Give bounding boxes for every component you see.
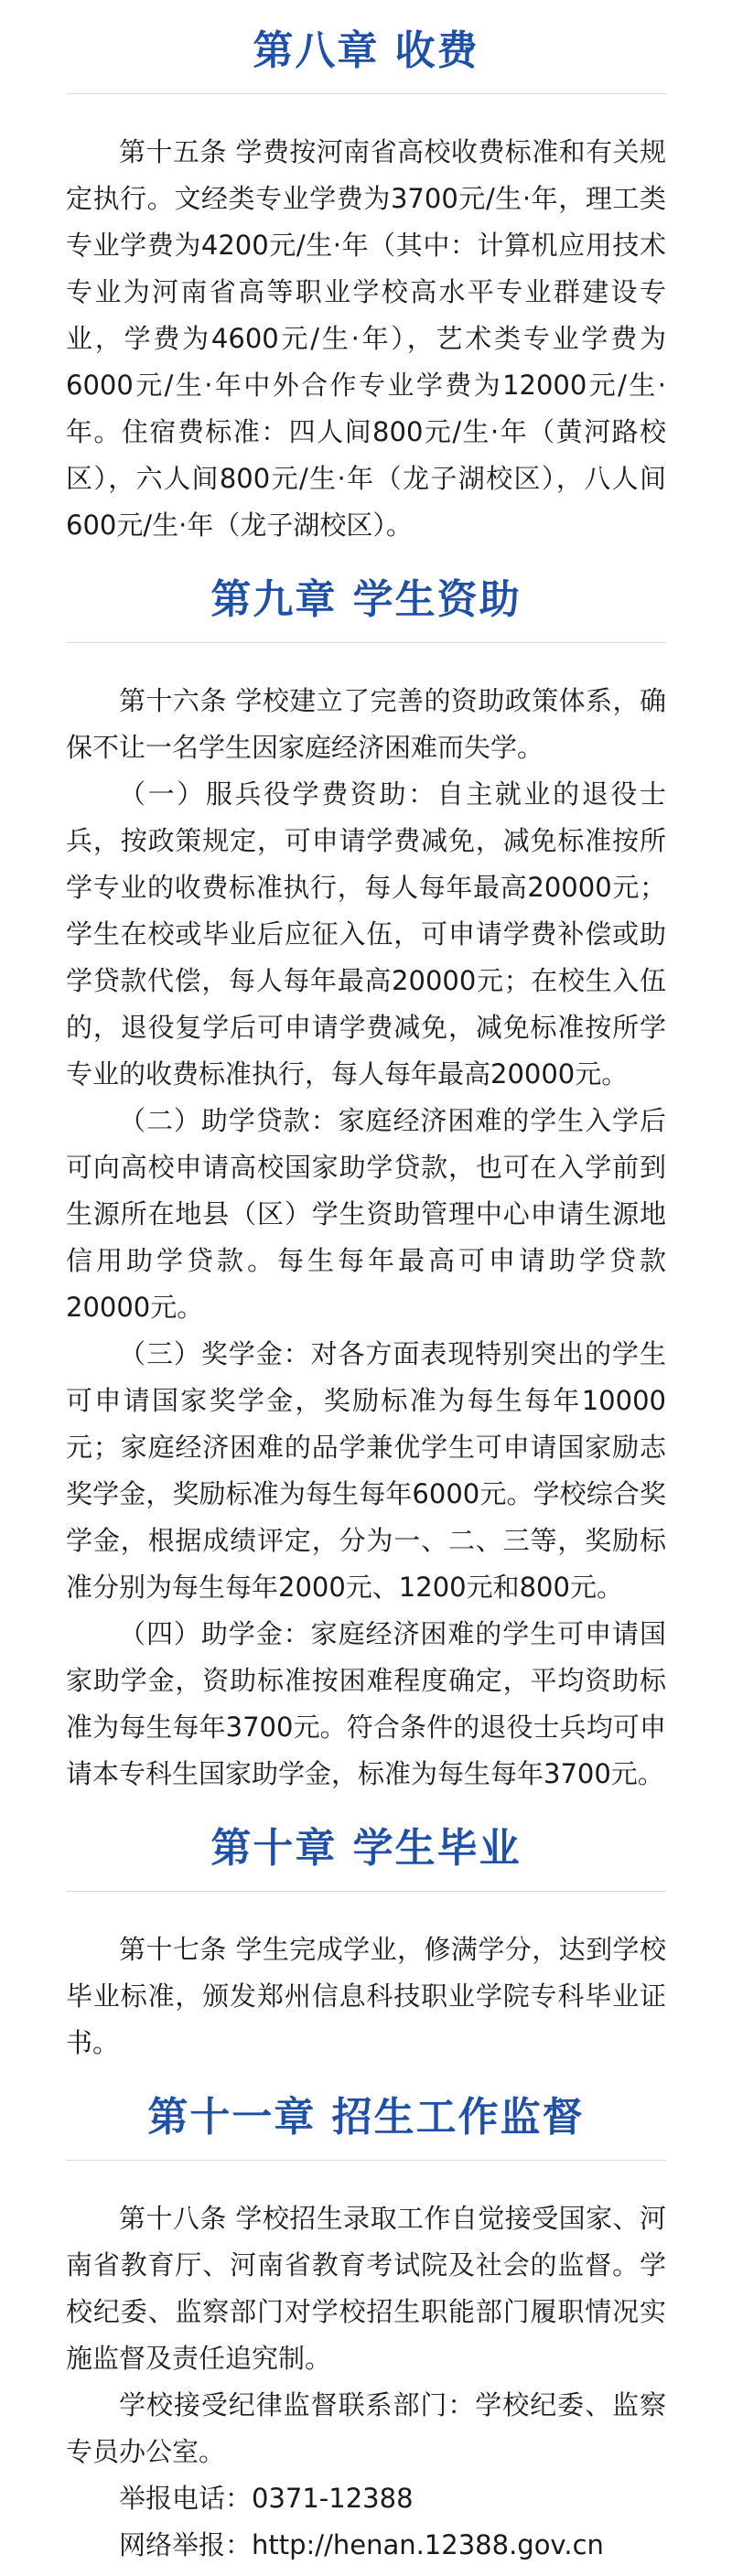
chapter-8-title: 第八章 收费 xyxy=(253,27,479,74)
chapter-10-title: 第十章 学生毕业 xyxy=(210,1825,522,1872)
chapter-9-header xyxy=(0,556,732,642)
chapter-9-title: 第九章 学生资助 xyxy=(210,576,522,623)
grant-paragraph: （四）助学金：家庭经济困难的学生可申请国家助学金，资助标准按困难程度确定，平均资助标准为每生每年3700元。符合条件的退役士兵均可申请本专科生国家助学金，标准为每生每年3700元。 xyxy=(66,1618,666,1789)
military-service-aid-paragraph: （一）服兵役学费资助：自主就业的退役士兵，按政策规定，可申请学费减免，减免标准按所学专业的收费标准执行，每人每年最高20000元；学生在校或毕业后应征入伍，可申请学费补偿或助学贷款代偿，每人每年最高20000元；在校生入伍的，退役复学后可申请学费减免，减免标准按所学专业的收费标准执行，每人每年最高20000元。 xyxy=(66,778,666,1089)
chapter-10-header xyxy=(0,1805,732,1891)
chapter-10-body xyxy=(0,1892,732,2074)
article-17-paragraph: 第十七条 学生完成学业，修满学分，达到学校毕业标准，颁发郑州信息科技职业学院专科毕业证书。 xyxy=(66,1934,666,2058)
article-15-paragraph: 第十五条 学费按河南省高校收费标准和有关规定执行。文经类专业学费为3700元/生·年，理工类专业学费为4200元/生·年（其中：计算机应用技术专业为河南省高等职业学校高水平专业群建设专业，学费为4600元/生·年），艺术类专业学费为6000元/生·年中外合作专业学费为12000元/生·年。住宿费标准：四人间800元/生·年（黄河路校区），六人间800元/生·年（龙子湖校区），八人间600元/生·年（龙子湖校区）。 xyxy=(66,136,666,541)
chapter-8-header xyxy=(0,0,732,93)
chapter-11-body xyxy=(0,2161,732,2576)
student-loan-paragraph: （二）助学贷款：家庭经济困难的学生入学后可向高校申请高校国家助学贷款，也可在入学前到生源所在地县（区）学生资助管理中心申请生源地信用助学贷款。每生每年最高可申请助学贷款20000元。 xyxy=(66,1105,666,1323)
report-website: 网络举报：http://henan.12388.gov.cn xyxy=(119,2529,604,2560)
report-phone: 举报电话：0371-12388 xyxy=(119,2483,414,2514)
chapter-11-title: 第十一章 招生工作监督 xyxy=(147,2094,585,2141)
chapter-9-body xyxy=(0,643,732,1805)
chapter-8-body xyxy=(0,94,732,556)
scholarship-paragraph: （三）奖学金：对各方面表现特别突出的学生可申请国家奖学金，奖励标准为每生每年10000元；家庭经济困难的品学兼优学生可申请国家励志奖学金，奖励标准为每生每年6000元。学校综合奖学金，根据成绩评定，分为一、二、三等，奖励标准分别为每生每年2000元、1200元和800元。 xyxy=(66,1338,666,1603)
chapter-11-header xyxy=(0,2074,732,2160)
supervision-contact-paragraph: 学校接受纪律监督联系部门：学校纪委、监察专员办公室。 xyxy=(66,2389,666,2467)
article-16-paragraph: 第十六条 学校建立了完善的资助政策体系，确保不让一名学生因家庭经济困难而失学。 xyxy=(66,685,666,763)
article-18-paragraph: 第十八条 学校招生录取工作自觉接受国家、河南省教育厅、河南省教育考试院及社会的监督。学校纪委、监察部门对学校招生职能部门履职情况实施监督及责任追究制。 xyxy=(66,2203,666,2374)
